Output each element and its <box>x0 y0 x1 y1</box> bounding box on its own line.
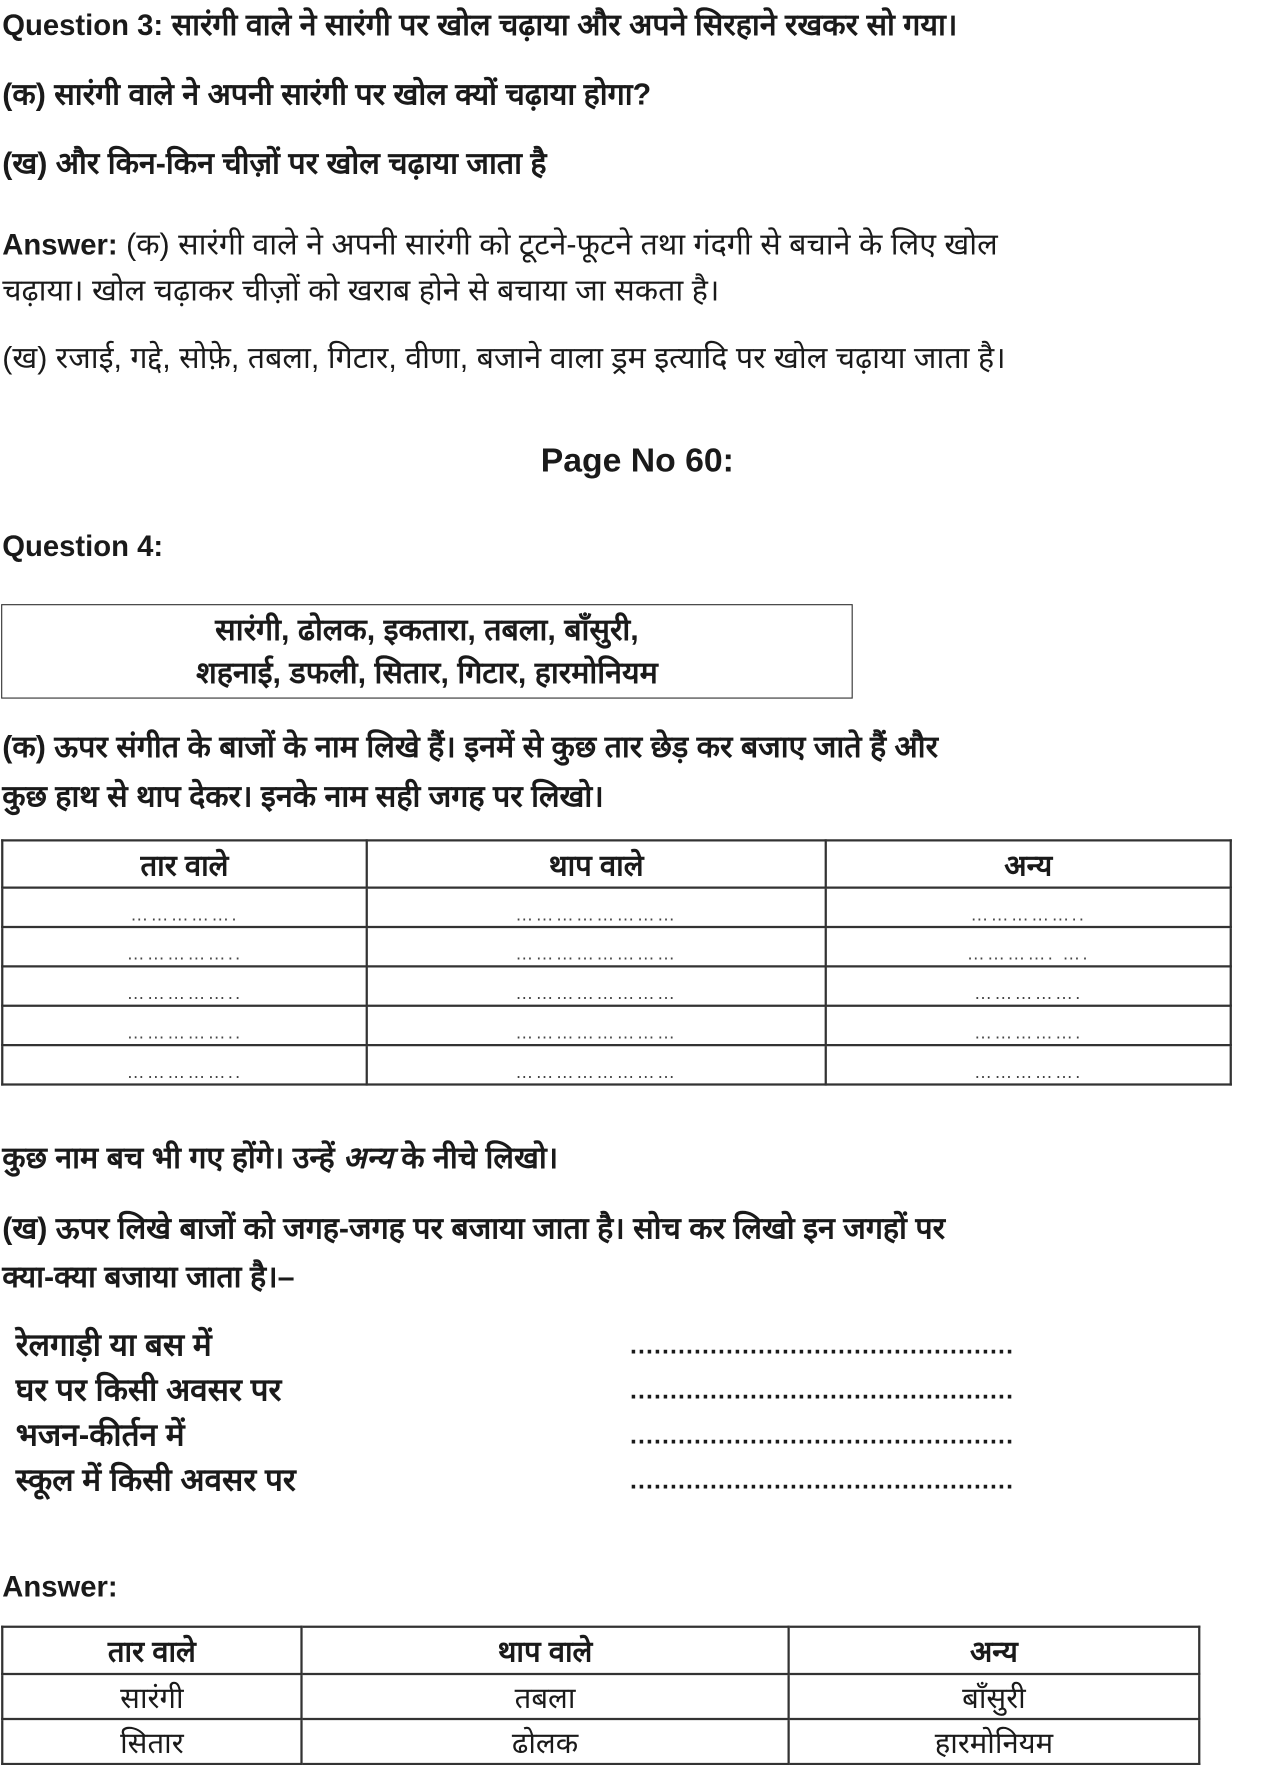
header-other: अन्य <box>789 1627 1200 1674</box>
box-line: शहनाई, डफली, सितार, गिटार, हारमोनियम <box>196 655 658 690</box>
box-line: सारंगी, ढोलक, इकतारा, तबला, बाँसुरी, <box>215 613 639 647</box>
table-row <box>2 966 1231 1005</box>
blank-classification-table <box>1 839 1232 1085</box>
table-row <box>2 1674 1199 1719</box>
blank-cell: …………….. <box>2 1006 367 1045</box>
table-row <box>2 1045 1231 1084</box>
emphasis-text: अन्य <box>343 1140 393 1175</box>
table-row <box>2 888 1231 927</box>
table-cell: बाँसुरी <box>789 1674 1200 1719</box>
question-label: Question 3: <box>2 7 164 42</box>
blank-cell: …………….. <box>2 966 367 1005</box>
blank-cell: ……………. <box>826 1045 1231 1084</box>
header-other: अन्य <box>826 840 1231 887</box>
text: के नीचे लिखो। <box>392 1140 559 1175</box>
blank-cell: ……………. <box>2 888 367 927</box>
table-cell: सारंगी <box>2 1674 301 1719</box>
blank-cell: …………….. <box>2 927 367 966</box>
answer-3a-line2: चढ़ाया। खोल चढ़ाकर चीज़ों को खराब होने से बचाया जा सकता है। <box>2 273 720 308</box>
question-4-label: Question 4: <box>2 528 164 563</box>
dotted-blank: ................................................ <box>630 1330 1015 1359</box>
header-beat: थाप वाले <box>302 1627 789 1674</box>
blank-cell: …………. …. <box>826 927 1231 966</box>
blank-cell: …………………… <box>367 966 826 1005</box>
table-cell: ढोलक <box>302 1719 789 1764</box>
answer-3a-line1 <box>2 226 998 262</box>
answer-4-label: Answer: <box>2 1569 118 1604</box>
answer-text: (क) सारंगी वाले ने अपनी सारंगी को टूटने-फूटने तथा गंदगी से बचाने के लिए खोल <box>126 227 998 261</box>
answer-3b: (ख) रजाई, गद्दे, सोफ़े, तबला, गिटार, वीणा, बजाने वाला ड्रम इत्यादि पर खोल चढ़ाया जाता है। <box>2 340 1006 375</box>
table-row <box>2 1719 1199 1764</box>
blank-cell: ……………. <box>826 966 1231 1005</box>
table-cell: तबला <box>302 1674 789 1719</box>
question-text: सारंगी वाले ने सारंगी पर खोल चढ़ाया और अपने सिरहाने रखकर सो गया। <box>171 7 958 42</box>
header-string: तार वाले <box>2 1627 301 1674</box>
places-list <box>16 1323 296 1503</box>
question-4b-line2: क्या-क्या बजाया जाता है।– <box>2 1260 295 1294</box>
place-item: स्कूल में किसी अवसर पर <box>15 1462 296 1498</box>
page-heading: Page No 60: <box>540 442 734 480</box>
dotted-blank: ................................................ <box>630 1420 1015 1449</box>
blank-cell: …………….. <box>826 888 1231 927</box>
question-4a-line2: कुछ हाथ से थाप देकर। इनके नाम सही जगह पर लिखो। <box>2 779 604 814</box>
blank-cell: …………………… <box>367 1006 826 1045</box>
blank-cell: ……………. <box>826 1006 1231 1045</box>
question-3b: (ख) और किन-किन चीज़ों पर खोल चढ़ाया जाता है <box>2 146 547 180</box>
answer-blanks <box>630 1323 1014 1503</box>
header-beat: थाप वाले <box>367 840 826 887</box>
dotted-blank: ................................................ <box>630 1375 1015 1404</box>
question-3a: (क) सारंगी वाले ने अपनी सारंगी पर खोल क्यों चढ़ाया होगा? <box>2 77 652 112</box>
text: कुछ नाम बच भी गए होंगे। उन्हें <box>2 1140 344 1175</box>
table-cell: हारमोनियम <box>789 1719 1200 1764</box>
answer-classification-table <box>1 1626 1200 1765</box>
question-4a-line1: (क) ऊपर संगीत के बाजों के नाम लिखे हैं। इनमें से कुछ तार छेड़ कर बजाए जाते हैं और <box>2 730 939 764</box>
place-item: रेलगाड़ी या बस में <box>15 1327 212 1363</box>
question-3 <box>2 7 957 43</box>
header-string: तार वाले <box>2 840 367 887</box>
table-row <box>2 1006 1231 1045</box>
remaining-names-instruction <box>2 1140 558 1176</box>
answer-label: Answer: <box>2 227 118 261</box>
blank-cell: …………………… <box>367 927 826 966</box>
place-item: भजन-कीर्तन में <box>15 1417 185 1453</box>
table-header-row <box>2 1627 1199 1674</box>
blank-cell: …………….. <box>2 1045 367 1084</box>
dotted-blank: ................................................ <box>630 1465 1015 1494</box>
question-4b-line1: (ख) ऊपर लिखे बाजों को जगह-जगह पर बजाया जाता है। सोच कर लिखो इन जगहों पर <box>2 1211 946 1246</box>
instrument-list-box <box>1 604 853 699</box>
blank-cell: …………………… <box>367 888 826 927</box>
table-header-row <box>2 840 1231 887</box>
table-cell: सितार <box>2 1719 301 1764</box>
place-item: घर पर किसी अवसर पर <box>15 1372 282 1408</box>
table-row <box>2 927 1231 966</box>
blank-cell: …………………… <box>367 1045 826 1084</box>
